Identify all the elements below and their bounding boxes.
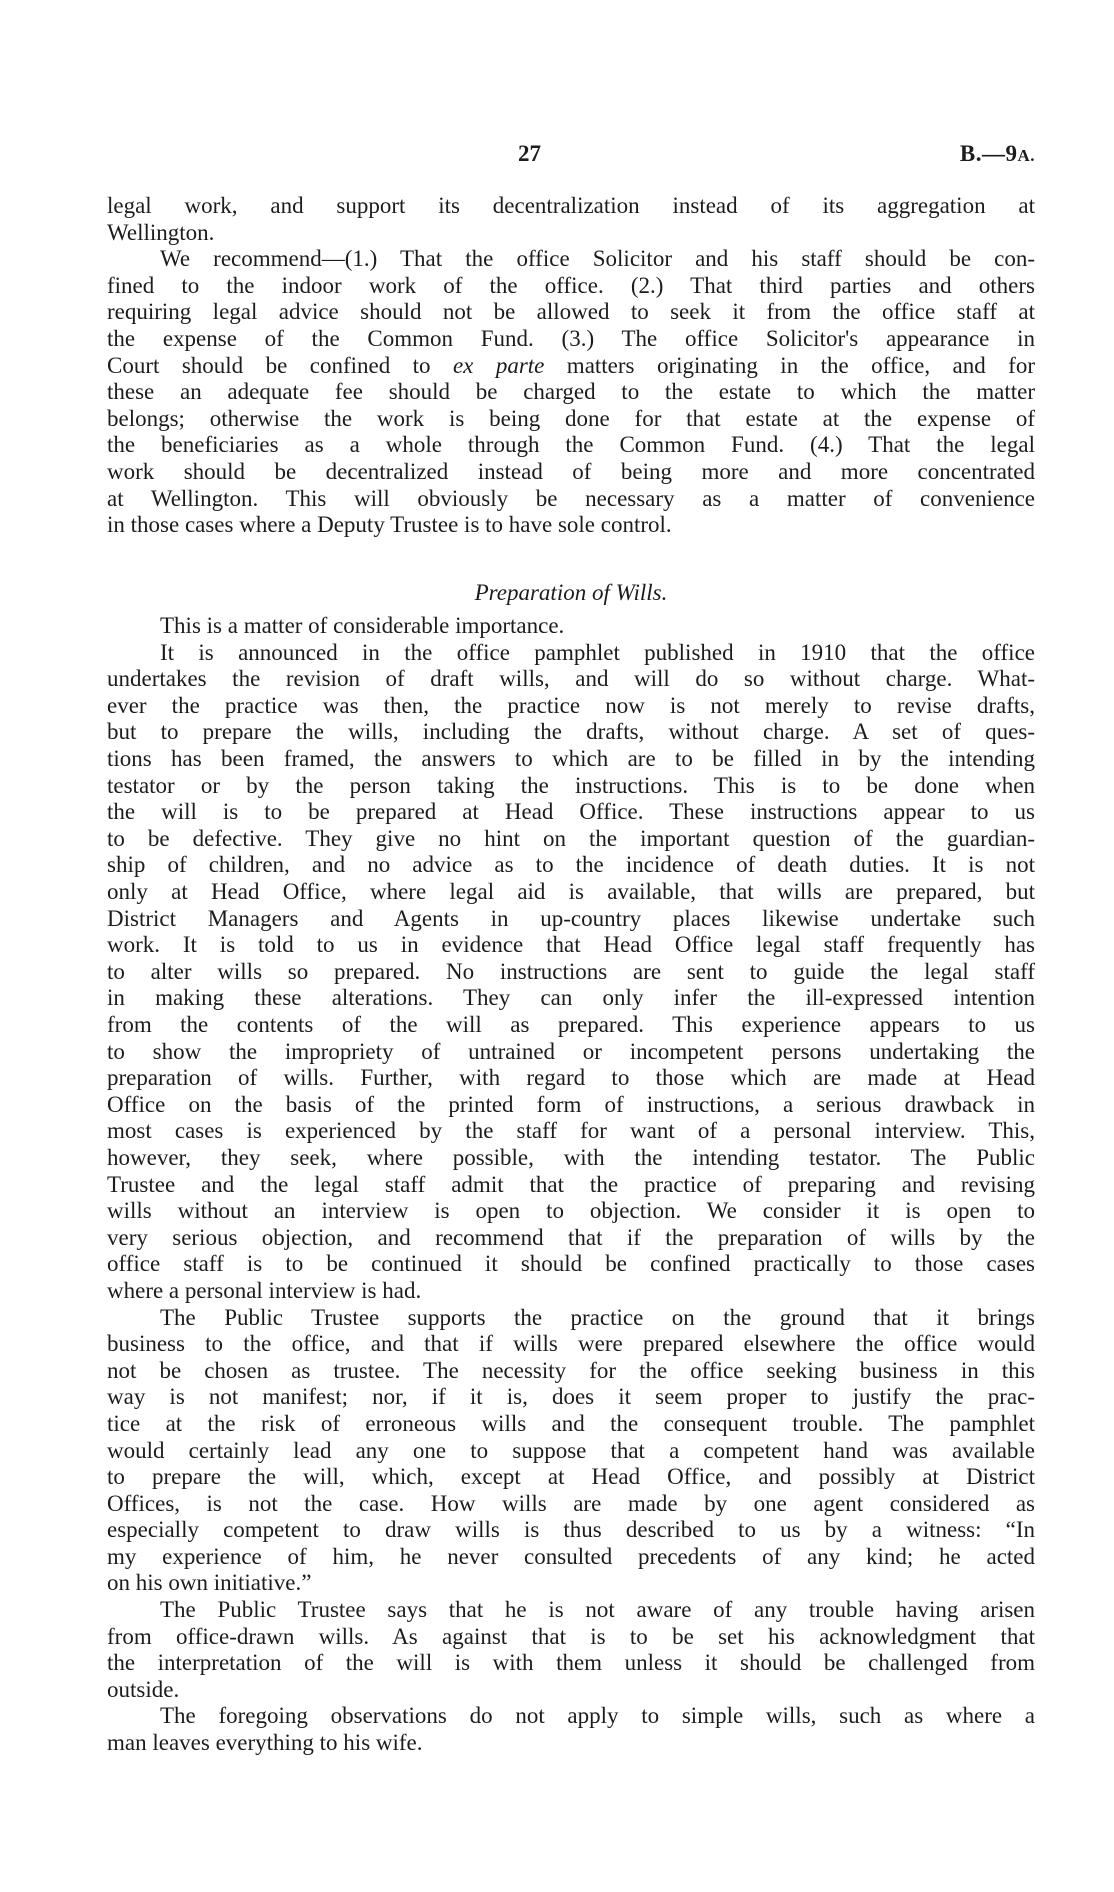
text-line: belongs; otherwise the work is being done for that estate at the expense of [107, 405, 1035, 431]
text-line: to be defective. They give no hint on the important question of the guardian- [107, 825, 1035, 851]
text-line: ship of children, and no advice as to the incidence of death duties. It is not [107, 852, 1035, 878]
text-line: Trustee and the legal staff admit that the practice of preparing and revising [107, 1171, 1035, 1197]
text-line: It is announced in the office pamphlet published in 1910 that the office [160, 639, 1035, 665]
text-line: to alter wills so prepared. No instructions are sent to guide the legal staff [107, 958, 1035, 984]
text-line: these an adequate fee should be charged to the estate to which the matter [107, 379, 1035, 405]
text-line: office staff is to be continued it should be confined practically to those cases [107, 1251, 1035, 1277]
text-line: The Public Trustee says that he is not aware of any trouble having arisen [160, 1597, 1035, 1623]
text-line: tice at the risk of erroneous wills and the consequent trouble. The pamphlet [107, 1410, 1035, 1436]
text-line: We recommend—(1.) That the office Solicitor and his staff should be con- [160, 246, 1035, 272]
text-line: Office on the basis of the printed form of instructions, a serious drawback in [107, 1091, 1035, 1117]
text-line: business to the office, and that if wills were prepared elsewhere the office would [107, 1331, 1035, 1357]
text-line: testator or by the person taking the instructions. This is to be done when [107, 772, 1035, 798]
text-line: very serious objection, and recommend that if the preparation of wills by the [107, 1224, 1035, 1250]
text-line: to show the impropriety of untrained or incompetent persons undertaking the [107, 1038, 1035, 1064]
text-line: most cases is experienced by the staff for want of a personal interview. This, [107, 1118, 1035, 1144]
text-line: but to prepare the wills, including the drafts, without charge. A set of ques- [107, 719, 1035, 745]
text-line: ever the practice was then, the practice now is not merely to revise drafts, [107, 692, 1035, 718]
text-line: on his own initiative.” [107, 1570, 312, 1596]
paragraph [107, 246, 1035, 539]
text-line: requiring legal advice should not be allowed to seek it from the office staff at [107, 299, 1035, 325]
paragraph [107, 193, 1035, 246]
text-line: tions has been framed, the answers to which are to be filled in by the intending [107, 746, 1035, 772]
text-line: legal work, and support its decentralization instead of its aggregation at [107, 193, 1035, 218]
paragraph [107, 1703, 1035, 1756]
paragraph [107, 1597, 1035, 1703]
text-line: to prepare the will, which, except at Head Office, and possibly at District [107, 1464, 1035, 1490]
text-line: work. It is told to us in evidence that Head Office legal staff frequently has [107, 932, 1035, 958]
document-reference-main: B.—9 [959, 141, 1018, 166]
text-line: where a personal interview is had. [107, 1277, 422, 1303]
document-reference [960, 139, 1035, 171]
text-line: from the contents of the will as prepared. This experience appears to us [107, 1012, 1035, 1037]
paragraph [107, 613, 1035, 640]
text-line: District Managers and Agents in up-country places likewise undertake such [107, 905, 1035, 931]
text-line: not be chosen as trustee. The necessity for the office seeking business in this [107, 1357, 1035, 1383]
text-line: in making these alterations. They can only infer the ill-expressed intention [107, 985, 1035, 1011]
text-line: would certainly lead any one to suppose that a competent hand was available [107, 1437, 1035, 1463]
text-line: The Public Trustee supports the practice on the ground that it brings [160, 1304, 1035, 1330]
text-line: way is not manifest; nor, if it is, does it seem proper to justify the prac- [107, 1384, 1035, 1410]
text-line: This is a matter of considerable importance. [160, 613, 565, 639]
text-line: work should be decentralized instead of being more and more concentrated [107, 458, 1035, 484]
text-line: the interpretation of the will is with them unless it should be challenged from [107, 1650, 1035, 1676]
text-line: undertakes the revision of draft wills, and will do so without charge. What- [107, 666, 1035, 692]
text-line: Wellington. [107, 219, 215, 245]
text-segment: matters originating in the office, and for [544, 352, 1036, 378]
section-legal-work [107, 193, 1035, 539]
text-line: man leaves everything to his wife. [107, 1730, 423, 1756]
text-line: especially competent to draw wills is thus described to us by a witness: “In [107, 1517, 1035, 1543]
text-line: at Wellington. This will obviously be necessary as a matter of convenience [107, 485, 1035, 511]
text-line: only at Head Office, where legal aid is available, that wills are prepared, but [107, 879, 1035, 905]
text-line: in those cases where a Deputy Trustee is to have sole control. [107, 512, 672, 538]
text-line: The foregoing observations do not apply to simple wills, such as where a [160, 1703, 1035, 1729]
section-heading: Preparation of Wills. [474, 580, 668, 605]
document-reference-suffix: A. [1017, 146, 1035, 165]
text-line: however, they seek, where possible, with the intending testator. The Public [107, 1144, 1035, 1170]
paragraph [107, 1305, 1035, 1598]
paragraph [107, 640, 1035, 1305]
text-line: from office-drawn wills. As against that is to be set his acknowledgment that [107, 1623, 1035, 1649]
text-line: Offices, is not the case. How wills are made by one agent considered as [107, 1490, 1035, 1516]
text-line [107, 353, 1035, 380]
text-line: preparation of wills. Further, with regard to those which are made at Head [107, 1065, 1035, 1091]
text-line: outside. [107, 1676, 180, 1702]
text-line: the beneficiaries as a whole through the Common Fund. (4.) That the legal [107, 432, 1035, 458]
text-line: wills without an interview is open to objection. We consider it is open to [107, 1198, 1035, 1224]
text-line: the will is to be prepared at Head Office. These instructions appear to us [107, 799, 1035, 825]
text-line: fined to the indoor work of the office. (2.) That third parties and others [107, 272, 1035, 298]
page-number: 27 [518, 141, 541, 166]
text-line: my experience of him, he never consulted precedents of any kind; he acted [107, 1543, 1035, 1569]
section-preparation-of-wills [107, 580, 1035, 1757]
italic-phrase: ex parte [452, 352, 545, 378]
text-segment: Court should be confined to [107, 352, 453, 378]
text-line: the expense of the Common Fund. (3.) The office Solicitor's appearance in [107, 325, 1035, 351]
